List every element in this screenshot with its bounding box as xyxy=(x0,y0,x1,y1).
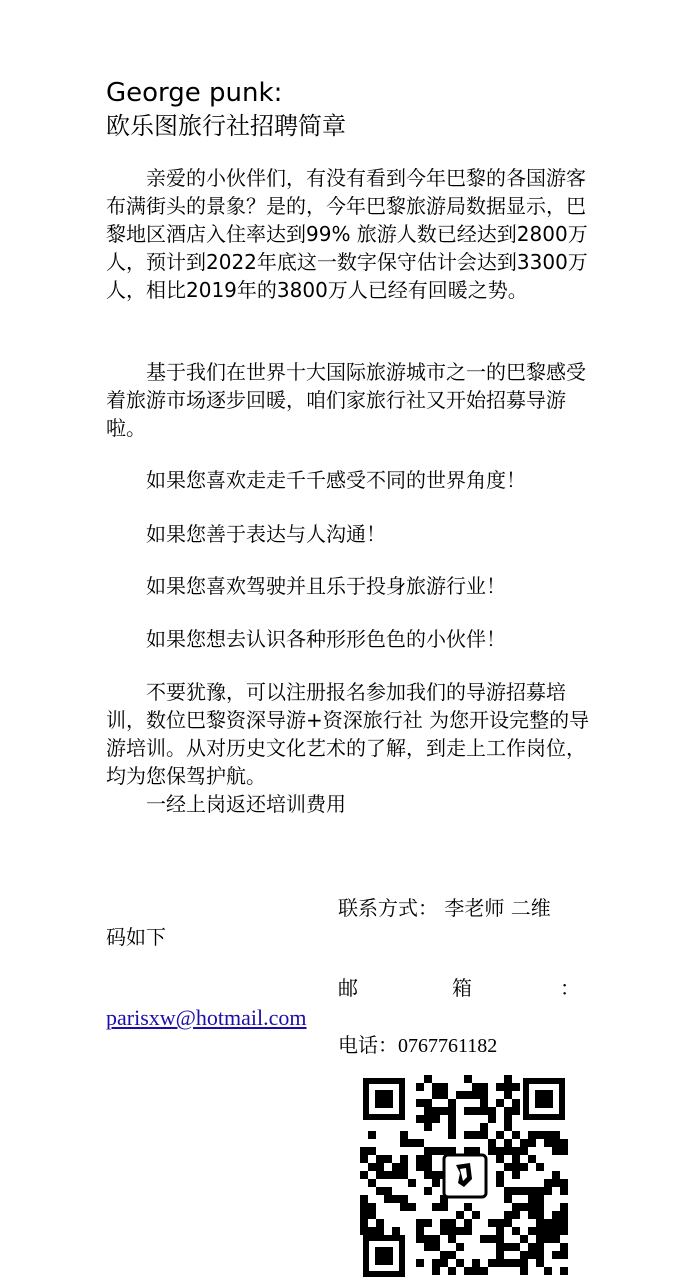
qr-module xyxy=(472,1091,480,1099)
qr-module xyxy=(536,1203,544,1211)
qr-module xyxy=(448,1219,456,1227)
qr-module xyxy=(512,1187,520,1195)
qr-module xyxy=(552,1179,560,1187)
qr-module xyxy=(480,1091,488,1099)
qr-module xyxy=(424,1099,432,1107)
qr-module xyxy=(416,1259,424,1267)
qr-module xyxy=(520,1259,528,1267)
qr-module xyxy=(416,1139,424,1147)
qr-module xyxy=(536,1195,544,1203)
qr-module xyxy=(536,1131,544,1139)
qr-module xyxy=(560,1227,568,1235)
qr-module xyxy=(432,1243,440,1251)
qr-module xyxy=(464,1227,472,1235)
qr-module xyxy=(448,1131,456,1139)
qr-module xyxy=(416,1115,424,1123)
qr-module xyxy=(544,1187,552,1195)
qr-module xyxy=(400,1163,408,1171)
qr-module xyxy=(504,1195,512,1203)
qr-module xyxy=(552,1227,560,1235)
fee-refund-line: 一经上岗返还培训费用 xyxy=(146,792,346,816)
qr-module xyxy=(520,1139,528,1147)
qr-module xyxy=(512,1227,520,1235)
qr-module xyxy=(408,1203,416,1211)
qr-module xyxy=(520,1203,528,1211)
qr-module xyxy=(488,1219,496,1227)
qr-module xyxy=(536,1235,544,1243)
qr-module xyxy=(392,1163,400,1171)
qr-module xyxy=(368,1163,376,1171)
qr-module xyxy=(392,1171,400,1179)
qr-module xyxy=(440,1091,448,1099)
qr-module xyxy=(528,1139,536,1147)
qr-module xyxy=(504,1243,512,1251)
qr-module xyxy=(544,1219,552,1227)
qr-module xyxy=(520,1187,528,1195)
qr-module xyxy=(472,1259,480,1267)
qr-module xyxy=(424,1155,432,1163)
qr-module xyxy=(552,1251,560,1259)
qr-module xyxy=(400,1139,408,1147)
qr-module xyxy=(496,1147,504,1155)
qr-module xyxy=(376,1227,384,1235)
qr-module xyxy=(360,1195,368,1203)
qr-module xyxy=(456,1091,464,1099)
qr-module xyxy=(448,1107,456,1115)
qr-module xyxy=(536,1227,544,1235)
qr-module xyxy=(376,1187,384,1195)
qr-module xyxy=(464,1219,472,1227)
qr-module xyxy=(400,1171,408,1179)
header-title: George punk: xyxy=(106,78,283,108)
mailbox-colon: ： xyxy=(560,976,580,1000)
qr-module xyxy=(496,1155,504,1163)
qr-module xyxy=(432,1091,440,1099)
qr-module xyxy=(424,1243,432,1251)
qr-module xyxy=(560,1243,568,1251)
qr-module xyxy=(400,1131,408,1139)
qr-module xyxy=(504,1123,512,1131)
qr-module xyxy=(432,1083,440,1091)
qr-module xyxy=(360,1219,368,1227)
qr-module xyxy=(448,1099,456,1107)
email-link[interactable]: parisxw@hotmail.com xyxy=(106,1005,307,1030)
qr-module xyxy=(544,1139,552,1147)
qr-module xyxy=(552,1211,560,1219)
qr-module xyxy=(376,1219,384,1227)
qr-module xyxy=(512,1203,520,1211)
qr-module xyxy=(448,1235,456,1243)
qr-module xyxy=(368,1131,376,1139)
qr-module xyxy=(504,1219,512,1227)
qr-module xyxy=(456,1259,464,1267)
qr-module xyxy=(544,1227,552,1235)
qr-module xyxy=(560,1211,568,1219)
qr-module xyxy=(512,1131,520,1139)
qr-module xyxy=(384,1187,392,1195)
qr-module xyxy=(488,1139,496,1147)
qr-module xyxy=(536,1219,544,1227)
qr-module xyxy=(496,1259,504,1267)
qr-module xyxy=(360,1155,368,1163)
qr-module xyxy=(552,1235,560,1243)
qr-module xyxy=(440,1259,448,1267)
qr-module xyxy=(432,1235,440,1243)
qr-module xyxy=(368,1211,376,1219)
qr-module xyxy=(504,1211,512,1219)
qr-module xyxy=(512,1163,520,1171)
qr-module xyxy=(480,1099,488,1107)
qr-module xyxy=(560,1219,568,1227)
qr-module xyxy=(456,1211,464,1219)
qr-module xyxy=(504,1187,512,1195)
qr-module xyxy=(496,1243,504,1251)
qr-module xyxy=(384,1195,392,1203)
qr-module xyxy=(440,1227,448,1235)
qr-module xyxy=(448,1267,456,1275)
qr-module xyxy=(376,1171,384,1179)
mailbox-char-2: 箱 xyxy=(452,976,472,1000)
qr-module xyxy=(488,1147,496,1155)
qr-module xyxy=(520,1267,528,1275)
qr-module xyxy=(552,1171,560,1179)
qr-module xyxy=(384,1155,392,1163)
qr-module xyxy=(440,1107,448,1115)
qr-module xyxy=(432,1115,440,1123)
qr-module xyxy=(560,1147,568,1155)
qr-module xyxy=(440,1251,448,1259)
bullet-line-1: 如果您喜欢走走千千感受不同的世界角度！ xyxy=(146,468,526,492)
qr-module xyxy=(440,1083,448,1091)
qr-module xyxy=(464,1075,472,1083)
qr-module xyxy=(408,1179,416,1187)
qr-module xyxy=(432,1179,440,1187)
qr-module xyxy=(464,1267,472,1275)
qr-module xyxy=(448,1227,456,1235)
qr-module xyxy=(496,1179,504,1187)
qr-module xyxy=(424,1123,432,1131)
qr-module xyxy=(416,1155,424,1163)
qr-module xyxy=(480,1107,488,1115)
qr-module xyxy=(512,1243,520,1251)
qr-module xyxy=(360,1171,368,1179)
training-paragraph: 不要犹豫，可以注册报名参加我们的导游招募培训，数位巴黎资深导游+资深旅行社 为您开设完整的导游培训。从对历史文化艺术的了解，到走上工作岗位，均为您保驾护航。 xyxy=(106,680,590,788)
qr-module xyxy=(512,1083,520,1091)
qr-module xyxy=(416,1227,424,1235)
qr-module xyxy=(376,1155,384,1163)
qr-module xyxy=(496,1099,504,1107)
qr-module xyxy=(496,1235,504,1243)
qr-module xyxy=(360,1203,368,1211)
mailbox-char-1: 邮 xyxy=(338,976,358,1000)
qr-module xyxy=(472,1083,480,1091)
qr-module xyxy=(504,1107,512,1115)
qr-module xyxy=(464,1131,472,1139)
qr-module xyxy=(416,1163,424,1171)
qr-module xyxy=(456,1243,464,1251)
qr-module xyxy=(504,1091,512,1099)
qr-module xyxy=(400,1195,408,1203)
qr-module xyxy=(528,1243,536,1251)
qr-module xyxy=(536,1211,544,1219)
qr-module xyxy=(408,1139,416,1147)
qr-module xyxy=(424,1075,432,1083)
qr-module xyxy=(424,1219,432,1227)
qr-module xyxy=(496,1251,504,1259)
qr-module xyxy=(416,1099,424,1107)
qr-module xyxy=(528,1211,536,1219)
qr-module xyxy=(504,1075,512,1083)
qr-module xyxy=(432,1203,440,1211)
qr-module xyxy=(512,1099,520,1107)
qr-module xyxy=(504,1139,512,1147)
qr-module xyxy=(528,1131,536,1139)
qr-module xyxy=(368,1227,376,1235)
recruit-paragraph: 基于我们在世界十大国际旅游城市之一的巴黎感受着旅游市场逐步回暖，咱们家旅行社又开始招募导游啦。 xyxy=(106,360,586,440)
document-title: 欧乐图旅行社招聘简章 xyxy=(106,112,346,140)
qr-module xyxy=(416,1083,424,1091)
qr-module xyxy=(432,1259,440,1267)
qr-module xyxy=(536,1251,544,1259)
qr-module xyxy=(480,1267,488,1275)
bullet-line-3: 如果您喜欢驾驶并且乐于投身旅游行业！ xyxy=(146,574,506,598)
qr-module xyxy=(528,1187,536,1195)
qr-module xyxy=(496,1219,504,1227)
qr-module xyxy=(544,1235,552,1243)
qr-module xyxy=(520,1163,528,1171)
qr-module xyxy=(552,1131,560,1139)
bullet-line-4: 如果您想去认识各种形形色色的小伙伴！ xyxy=(146,627,506,651)
qr-module xyxy=(496,1131,504,1139)
qr-module xyxy=(400,1155,408,1163)
qr-module xyxy=(544,1131,552,1139)
qr-module xyxy=(384,1171,392,1179)
qr-module xyxy=(520,1235,528,1243)
qr-module xyxy=(440,1219,448,1227)
contact-line: 联系方式： 李老师 二维 xyxy=(338,896,551,920)
qr-module xyxy=(448,1251,456,1259)
qr-module xyxy=(488,1107,496,1115)
qr-module xyxy=(504,1163,512,1171)
qr-module xyxy=(464,1091,472,1099)
qr-module xyxy=(392,1195,400,1203)
qr-module xyxy=(424,1115,432,1123)
qr-module xyxy=(472,1107,480,1115)
phone-line: 电话：0767761182 xyxy=(338,1035,498,1057)
qr-module xyxy=(512,1155,520,1163)
qr-module xyxy=(488,1115,496,1123)
qr-module xyxy=(360,1147,368,1155)
qr-module xyxy=(544,1267,552,1275)
qr-module xyxy=(376,1163,384,1171)
qr-module xyxy=(528,1251,536,1259)
qr-module xyxy=(432,1267,440,1275)
qr-module xyxy=(496,1171,504,1179)
qr-module xyxy=(488,1259,496,1267)
qr-module xyxy=(504,1147,512,1155)
qr-code-icon[interactable] xyxy=(360,1075,568,1280)
qr-module xyxy=(480,1235,488,1243)
qr-module xyxy=(416,1219,424,1227)
qr-module xyxy=(472,1211,480,1219)
qr-module xyxy=(512,1147,520,1155)
qr-module xyxy=(480,1131,488,1139)
qr-module xyxy=(512,1171,520,1179)
qr-module xyxy=(504,1259,512,1267)
qr-module xyxy=(440,1203,448,1211)
qr-module xyxy=(432,1171,440,1179)
qr-module xyxy=(448,1123,456,1131)
intro-paragraph: 亲爱的小伙伴们，有没有看到今年巴黎的各国游客布满街头的景象？是的，今年巴黎旅游局数据显示，巴黎地区酒店入住率达到99% 旅游人数已经达到2800万人，预计到2022年底这一数字保守估计会达到3300万人，相比2019年的3800万人已经有回暖之势。 xyxy=(106,166,588,302)
qr-module xyxy=(496,1227,504,1235)
qr-module xyxy=(424,1235,432,1243)
qr-module xyxy=(512,1211,520,1219)
qr-module xyxy=(528,1227,536,1235)
qr-module xyxy=(560,1139,568,1147)
qr-module xyxy=(360,1211,368,1219)
qr-module xyxy=(432,1147,440,1155)
qr-module xyxy=(424,1171,432,1179)
qr-module xyxy=(424,1163,432,1171)
mailbox-label xyxy=(338,973,580,1003)
qr-module xyxy=(520,1147,528,1155)
qr-module xyxy=(528,1203,536,1211)
qr-module xyxy=(480,1083,488,1091)
qr-module xyxy=(520,1251,528,1259)
qr-module xyxy=(552,1139,560,1147)
qr-module xyxy=(464,1107,472,1115)
qr-module xyxy=(560,1179,568,1187)
qr-module xyxy=(552,1147,560,1155)
qr-module xyxy=(504,1115,512,1123)
qr-module xyxy=(424,1187,432,1195)
qr-module xyxy=(424,1107,432,1115)
qr-module xyxy=(552,1219,560,1227)
qr-module xyxy=(496,1083,504,1091)
qr-module xyxy=(512,1259,520,1267)
qr-module xyxy=(560,1267,568,1275)
qr-module xyxy=(464,1203,472,1211)
qr-module xyxy=(544,1179,552,1187)
qr-module xyxy=(536,1163,544,1171)
qr-module xyxy=(480,1123,488,1131)
qr-module xyxy=(488,1235,496,1243)
bullet-line-2: 如果您善于表达与人沟通！ xyxy=(146,522,386,546)
qr-module xyxy=(368,1203,376,1211)
qr-module xyxy=(448,1115,456,1123)
qr-module xyxy=(432,1107,440,1115)
qr-module xyxy=(560,1203,568,1211)
qr-module xyxy=(472,1267,480,1275)
qr-module xyxy=(368,1179,376,1187)
qr-module xyxy=(360,1227,368,1235)
qr-module xyxy=(416,1235,424,1243)
qr-module xyxy=(560,1251,568,1259)
qr-module xyxy=(368,1147,376,1155)
contact-line-wrap: 码如下 xyxy=(106,925,166,949)
qr-module xyxy=(472,1131,480,1139)
qr-module xyxy=(536,1259,544,1267)
qr-module xyxy=(400,1203,408,1211)
qr-module xyxy=(456,1227,464,1235)
qr-module xyxy=(512,1107,520,1115)
qr-module xyxy=(536,1187,544,1195)
qr-module xyxy=(424,1147,432,1155)
qr-module xyxy=(504,1083,512,1091)
qr-module xyxy=(528,1155,536,1163)
qr-module xyxy=(560,1187,568,1195)
qr-module xyxy=(536,1243,544,1251)
qr-module xyxy=(392,1227,400,1235)
qr-module xyxy=(528,1195,536,1203)
